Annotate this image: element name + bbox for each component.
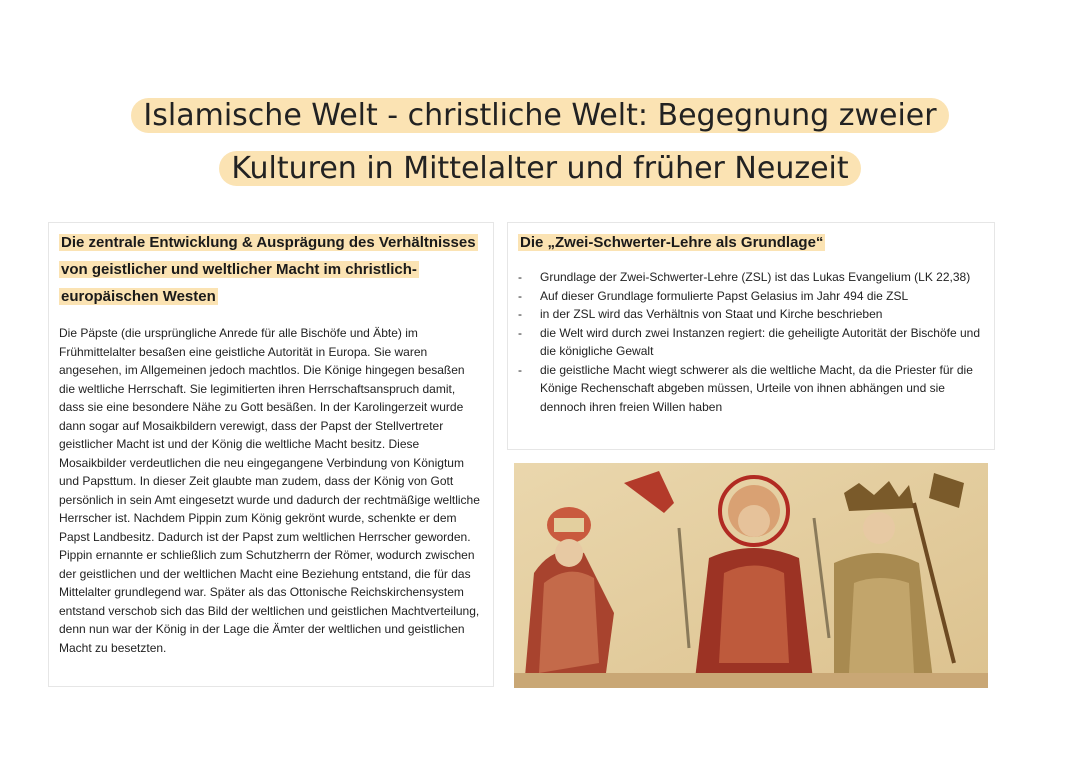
page-title-line-1 [0,97,1080,135]
development-section [48,222,494,687]
list-item: - Grundlage der Zwei-Schwerter-Lehre (ZSL) ist das Lukas Evangelium (LK 22,38) [518,268,984,287]
two-swords-heading [518,229,984,256]
title-highlight-2: Kulturen in Mittelalter und früher Neuzeit [219,151,860,186]
list-item: - in der ZSL wird das Verhältnis von Staat und Kirche beschrieben [518,305,984,324]
page-title-line-2 [0,150,1080,188]
development-heading [59,229,483,310]
two-swords-heading-text: Die „Zwei-Schwerter-Lehre als Grundlage“ [520,234,824,251]
development-heading-text: Die zentrale Entwicklung & Ausprägung des Verhältnisses von geistlicher und weltlicher Macht im christlich-europäischen Westen [61,234,476,305]
medieval-painting-image [514,463,988,688]
list-item: - die geistliche Macht wiegt schwerer als die weltliche Macht, da die Priester für die Könige Rechenschaft abgeben müssen, Urteile von ihnen abhängen und sie dennoch ihren freien Willen haben [518,361,984,417]
two-swords-list [518,268,984,416]
list-item: - Auf dieser Grundlage formulierte Papst Gelasius im Jahr 494 die ZSL [518,287,984,306]
list-item: - die Welt wird durch zwei Instanzen regiert: die geheiligte Autorität der Bischöfe und die königliche Gewalt [518,324,984,361]
development-body: Die Päpste (die ursprüngliche Anrede für alle Bischöfe und Äbte) im Frühmittelalter besaßen eine geistliche Autorität in Europa. Sie waren angesehen, im Allgemeinen jedoch machtlos. Die Könige hingegen besaßen die weltliche Herrschaft. Sie legimitierten ihren Herrschaftsanspruch damit, dass sie eine besondere Nähe zu Gott besäßen. In der Karolingerzeit wurde dann sogar auf Mosaikbildern verewigt, dass der Papst der Stellvertreter geistlicher Macht ist und der König die weltliche Macht besitz. Diese Mosaikbilder verdeutlichen die neu eingegangene Verbindung von Königtum und Papsttum. In dieser Zeit glaubte man zudem, dass der König von Gott persönlich in sein Amt eingesetzt wurde und dadurch der rechtmäßige weltliche Herrscher ist. Nachdem Pippin zum König gekrönt wurde, schenkte er dem Papst Landbesitz. Dadurch ist der Papst zum weltlichen Herrscher geworden. Pippin ernannte er schließlich zum Schutzherrn der Römer, wodurch zwischen der geistlichen und der weltlichen Macht eine Beziehung entstand, die für das Mittelalter grundlegend war. Später als das Ottonische Reichskirchensystem entstand verschob sich das Bild der weltlichen und geistlichen Machtverteilung, denn nun war der König in der Lage die Ämter der weltlichen und geistlichen Macht zu besetzten. [59,326,480,655]
title-highlight-1: Islamische Welt - christliche Welt: Begegnung zweier [131,98,948,133]
two-swords-section [507,222,995,450]
